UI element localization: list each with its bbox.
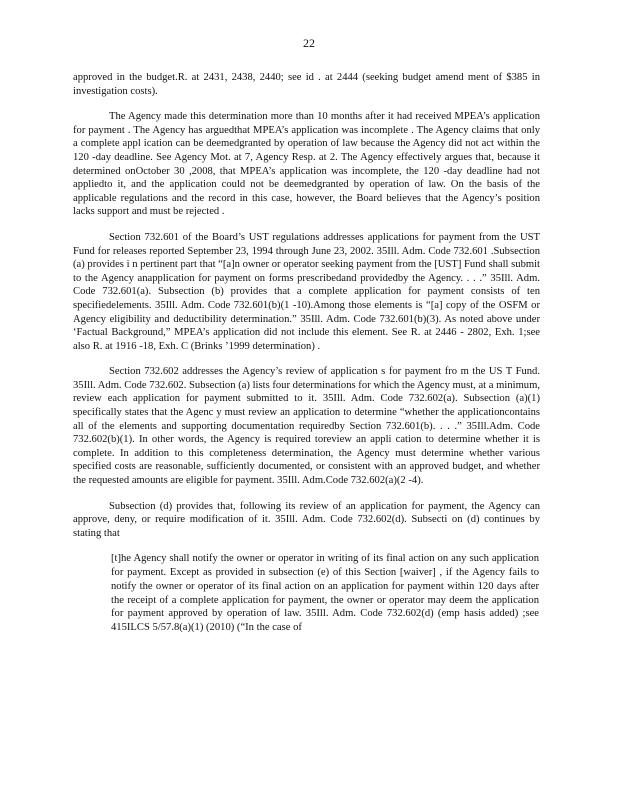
- paragraph-3: Section 732.601 of the Board’s UST regulations addresses applications for payment from the UST Fund for releases reported September 23, 1994 through June 23, 2002. 35Ill. Adm. Code 732.601 .Subsection (a) provides i n pertinent part that “[a]n owner or operator seeking payment from the [UST] Fund shall submit to the Agency anapplication for payment on forms prescribedand providedby the Agency. . . .” 35Ill. Adm. Code 732.601(a). Subsection (b) provides that a complete application for payment consists of ten specifiedelements. 35Ill. Adm. Code 732.601(b)(1 -10).Among those elements is “[a] copy of the OSFM or Agency eligibility and deductibility determination.” 35Ill. Adm. Code 732.601(b)(3). As noted above under ‘Factual Background,” MPEA’s application did not include this element. See R. at 2446 - 2802, Exh. 1;see also R. at 1916 -18, Exh. C (Brinks ’1999 determination) .: [73, 231, 540, 352]
- paragraph-5: Subsection (d) provides that, following its review of an application for payment, the Agency can approve, deny, or require modification of it. 35Ill. Adm. Code 732.602(d). Subsecti on (d) continues by stating that: [73, 500, 540, 539]
- document-body: [73, 71, 540, 635]
- quote-text: [t]he Agency shall notify the owner or operator in writing of its final action on any such application for payment. Except as provided in subsection (e) of this Section [waiver] , if the Agency fails to notify the owner or operator of its final action on an application for payment within 120 days after the receipt of a complete application for payment, the owner or operator may deem the application for payment approved by operation of law. 35Ill. Adm. Code 732.602(d) (emp hasis added) ;see 415ILCS 5/57.8(a)(1) (2010) (“In the case of: [111, 553, 539, 633]
- paragraph-4: Section 732.602 addresses the Agency’s review of application s for payment fro m the US T Fund. 35Ill. Adm. Code 732.602. Subsection (a) lists four determinations for which the Agency must, at a minimum, review each application for payment submitted to it. 35Ill. Adm. Code 732.602(a). Subsection (a)(1) specifically states that the Agenc y must review an application to determine “whether the applicationcontains all of the elements and supporting documentation requiredby Section 732.601(b). . . .” 35Ill.Adm. Code 732.602(b)(1). In other words, the Agency is required toreview an appli cation to determine whether it is complete. In addition to this completeness determination, the Agency must determine whether various specified costs are reasonable, sufficiently documented, or consistent with an approved budget, and whether the requested amounts are eligible for payment. 35Ill. Adm.Code 732.602(a)(2 -4).: [73, 366, 540, 487]
- page-number: 22: [303, 36, 315, 50]
- paragraph-2: The Agency made this determination more than 10 months after it had received MPEA’s application for payment . The Agency has arguedthat MPEA’s application was incomplete . The Agency claims that only a complete appl ication can be deemedgranted by operation of law because the Agency did not act within the 120 -day deadline. See Agency Mot. at 7, Agency Resp. at 2. The Agency effectively argues that, because it determined onOctober 30 ,2008, that MPEA’s application was incomplete, the 120 -day deadline had not appliedto it, and the application could not be deemedgranted by operation of law. On the basis of the applicable regulations and the record in this case, however, the Board believes that the Agency’s position lacks support and must be rejected .: [73, 111, 540, 218]
- block-quote: [111, 552, 539, 634]
- paragraph-1: approved in the budget.R. at 2431, 2438, 2440; see id . at 2444 (seeking budget amend ment of $385 in investigation costs).: [73, 72, 540, 97]
